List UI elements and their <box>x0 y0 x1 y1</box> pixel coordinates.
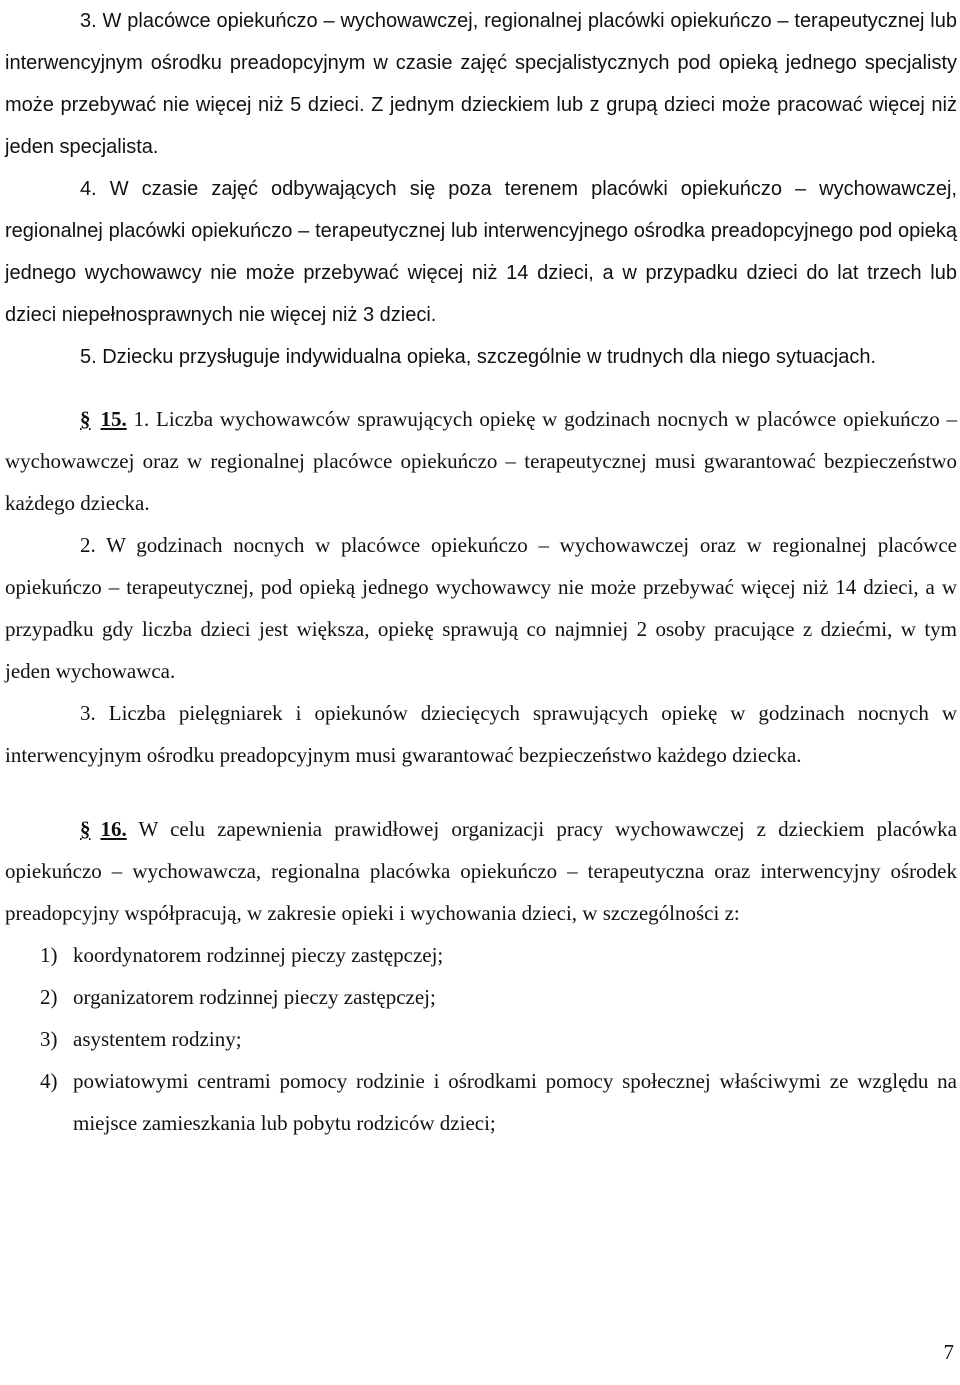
section-15-paragraph-3: 3. Liczba pielęgniarek i opiekunów dziecięcych sprawujących opiekę w godzinach nocnych w interwencyjnym ośrodku preadopcyjnym musi gwarantować bezpieczeństwo każdego dziecka. <box>5 701 957 767</box>
section-16-number: § 16. <box>80 817 127 841</box>
page-number: 7 <box>943 1340 954 1364</box>
spacer <box>5 776 957 808</box>
list-item: 4) powiatowymi centrami pomocy rodzinie i ośrodkami pomocy społecznej właściwymi ze względu na miejsce zamieszkania lub pobytu rodziców dzieci; <box>40 1069 957 1135</box>
section-15-paragraph-1: 1. Liczba wychowawców sprawujących opiekę w godzinach nocnych w placówce opiekuńczo – wychowawczej oraz w regionalnej placówce opiekuńczo – terapeutycznej musi gwarantować bezpieczeństwo każdego dziecka. <box>5 407 957 515</box>
paragraph-5: 5. Dziecku przysługuje indywidualna opieka, szczególnie w trudnych dla niego sytuacjach. <box>80 346 876 368</box>
list-item: 1) koordynatorem rodzinnej pieczy zastępczej; <box>40 943 444 967</box>
list-item: 2) organizatorem rodzinnej pieczy zastępczej; <box>40 985 436 1009</box>
section-15-number: § 15. <box>80 407 127 431</box>
paragraph-3: 3. W placówce opiekuńczo – wychowawczej, regionalnej placówki opiekuńczo – terapeutycznej lub interwencyjnym ośrodku preadopcyjnym w czasie zajęć specjalistycznych pod opieką jednego specjalisty może przebywać nie więcej niż 5 dzieci. Z jednym dzieckiem lub z grupą dzieci może pracować więcej niż jeden specjalista. <box>5 10 957 158</box>
section-15 <box>5 398 957 524</box>
paragraph-4: 4. W czasie zajęć odbywających się poza terenem placówki opiekuńczo – wychowawczej, regionalnej placówki opiekuńczo – terapeutycznej lub interwencyjnego ośrodka preadopcyjnego pod opieką jednego wychowawcy nie może przebywać więcej niż 14 dzieci, a w przypadku dzieci do lat trzech lub dzieci niepełnosprawnych nie więcej niż 3 dzieci. <box>5 178 957 326</box>
spacer <box>5 378 957 398</box>
document-page <box>5 0 957 1144</box>
section-16 <box>5 808 957 934</box>
list-item: 3) asystentem rodziny; <box>40 1027 242 1051</box>
section-15-paragraph-2: 2. W godzinach nocnych w placówce opiekuńczo – wychowawczej oraz w regionalnej placówce opiekuńczo – terapeutycznej, pod opieką jednego wychowawcy nie może przebywać więcej niż 14 dzieci, a w przypadku gdy liczba dzieci jest większa, opiekę sprawują co najmniej 2 osoby pracujące z dziećmi, w tym jeden wychowawca. <box>5 533 957 683</box>
cooperation-list <box>5 934 957 1144</box>
section-16-intro: W celu zapewnienia prawidłowej organizacji pracy wychowawczej z dzieckiem placówka opiekuńczo – wychowawcza, regionalna placówka opiekuńczo – terapeutyczna oraz interwencyjny ośrodek preadopcyjny współpracują, w zakresie opieki i wychowania dzieci, w szczególności z: <box>5 817 957 925</box>
